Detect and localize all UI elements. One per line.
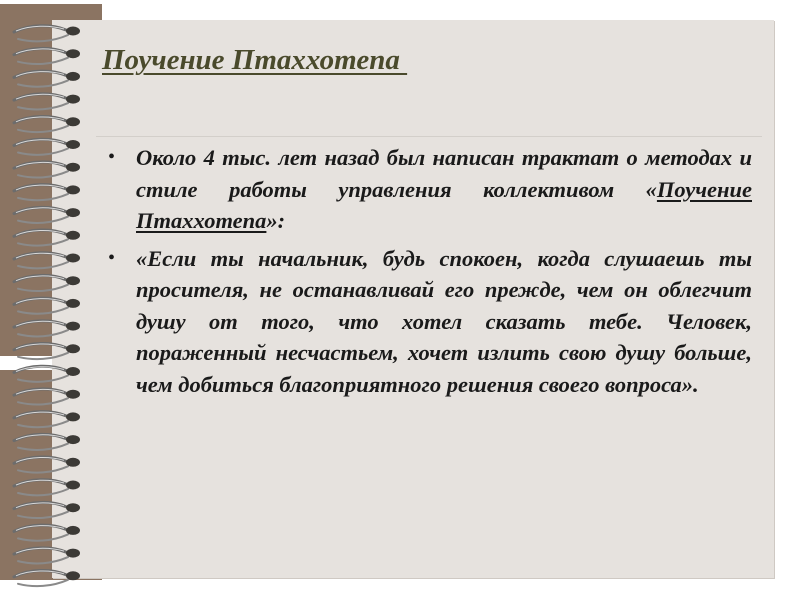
spiral-ring-icon — [14, 275, 80, 291]
spiral-ring-icon — [14, 298, 80, 314]
bullet-text-outro: »: — [266, 208, 286, 233]
spiral-ring-icon — [14, 207, 80, 223]
quote-text: «Если ты начальник, будь спокоен, когда слушаешь ты просителя, не останавливай его прежде, чем он облегчит душу от того, что хотел сказать тебе. Человек, пораженный несчастьем, хочет излить свою душу больше, чем добиться благоприятного решения своего вопроса». — [136, 245, 752, 397]
spiral-ring-icon — [14, 571, 80, 587]
title-divider — [96, 136, 762, 137]
spiral-ring-icon — [14, 434, 80, 450]
spiral-ring-icon — [14, 548, 80, 564]
bullet-dot-icon: • — [108, 246, 116, 269]
slide-title: Поучение Птаххотепа — [102, 44, 408, 76]
bullet-list — [108, 142, 752, 406]
spiral-ring-icon — [14, 321, 80, 337]
spiral-ring-icon — [14, 366, 80, 382]
spiral-binding — [0, 0, 100, 600]
bullet-item-treatise — [108, 142, 752, 237]
spiral-ring-icon — [14, 48, 80, 64]
spiral-ring-icon — [14, 71, 80, 87]
spiral-ring-icon — [14, 94, 80, 110]
spiral-ring-icon — [14, 502, 80, 518]
spiral-ring-icon — [14, 389, 80, 405]
spiral-ring-icon — [14, 230, 80, 246]
spiral-ring-icon — [14, 344, 80, 360]
bullet-text-intro: Около 4 тыс. лет назад был написан трактат о методах и стиле работы управления коллективом « — [136, 145, 752, 202]
spiral-ring-icon — [14, 139, 80, 155]
spiral-ring-icon — [14, 480, 80, 496]
spiral-ring-icon — [14, 253, 80, 269]
spiral-ring-icon — [14, 117, 80, 133]
spiral-ring-icon — [14, 457, 80, 473]
spiral-ring-icon — [14, 412, 80, 428]
bullet-dot-icon: • — [108, 146, 116, 168]
spiral-ring-icon — [14, 525, 80, 541]
spiral-ring-icon — [14, 26, 80, 42]
spiral-ring-icon — [14, 162, 80, 178]
spiral-ring-icon — [14, 185, 80, 201]
bullet-item-quote — [108, 243, 752, 401]
treatise-name: Поучение Птаххотепа — [136, 176, 752, 233]
